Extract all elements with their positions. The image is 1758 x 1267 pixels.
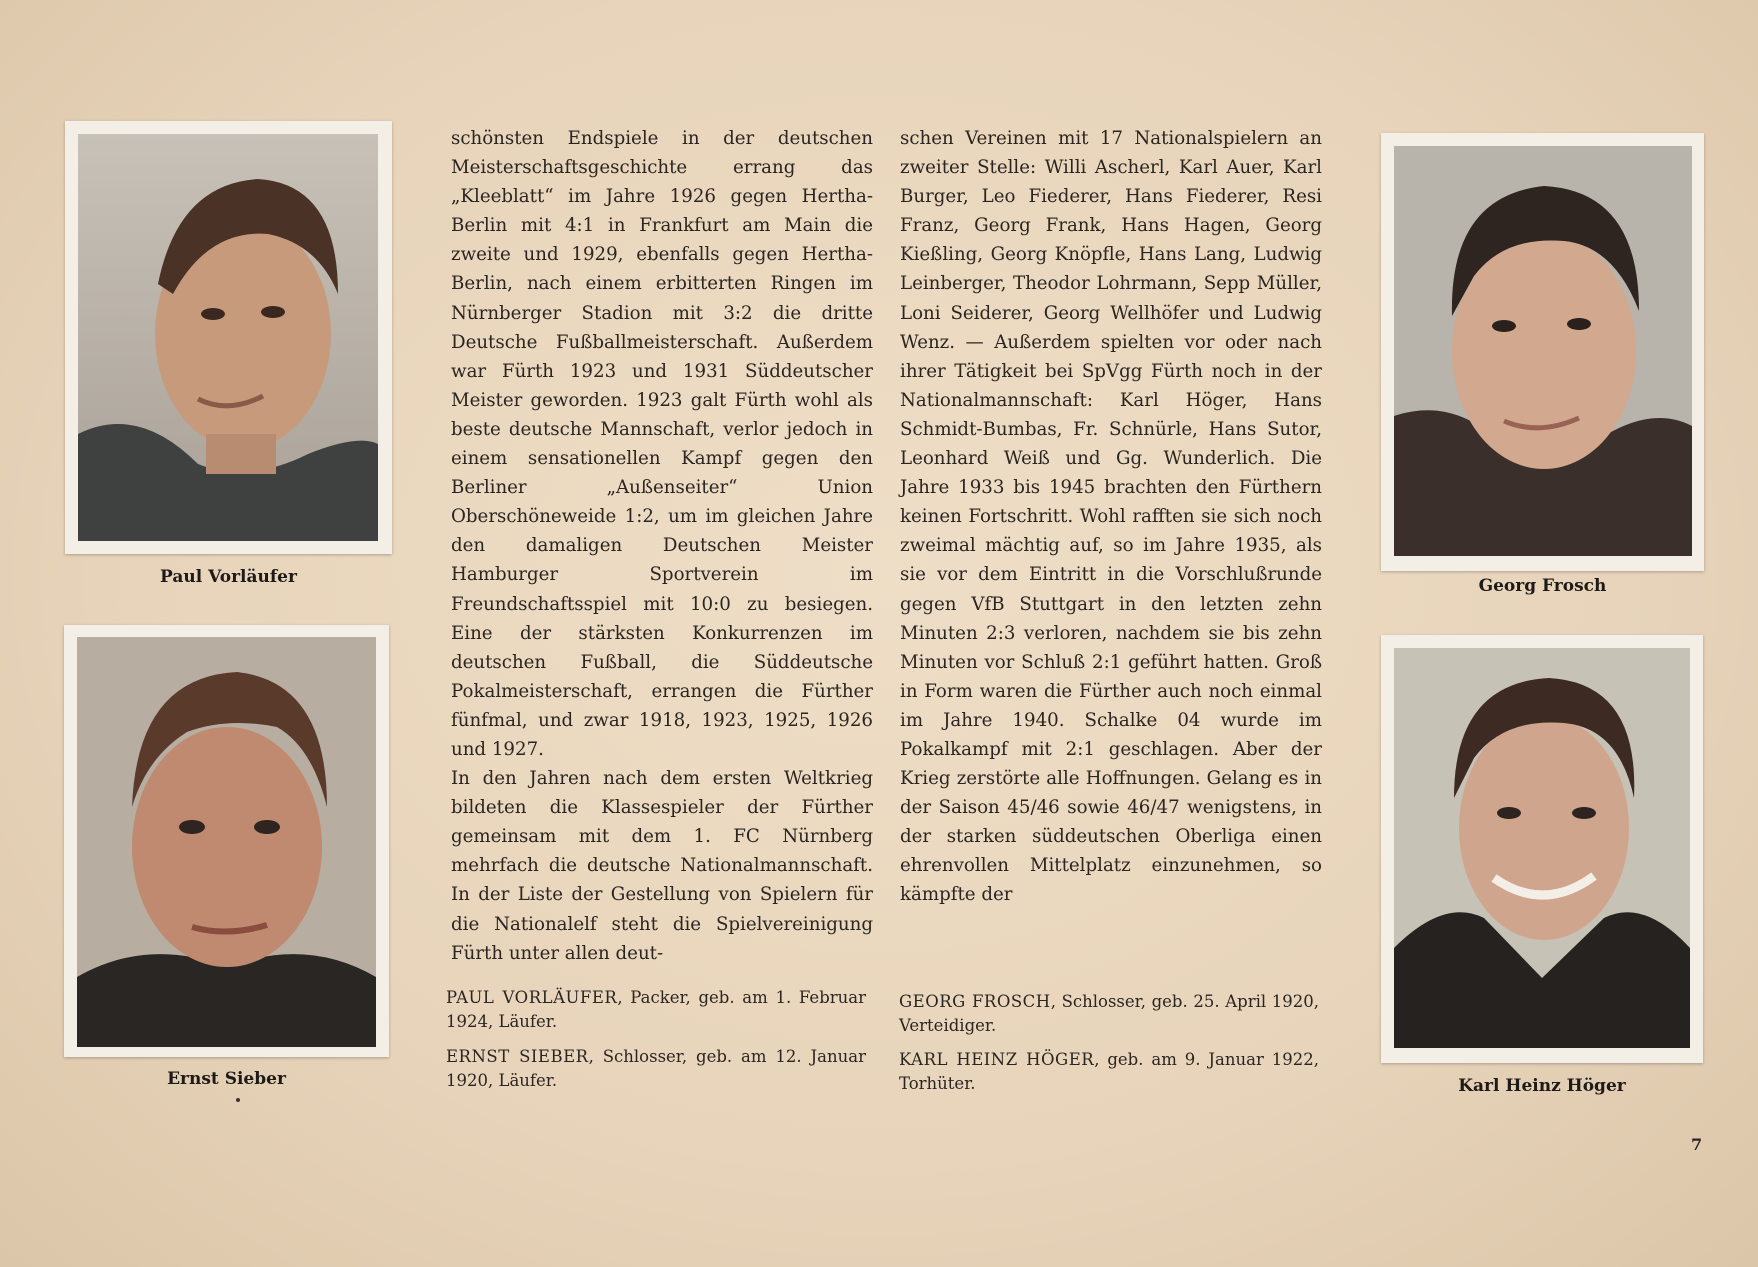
paragraph: schönsten Endspiele in der deutschen Meisterschaftsgeschichte errang das „Kleeblatt“ im Jahre 1926 gegen Hertha-Berlin mit 4:1 in Frankfurt am Main die zweite und 1929, ebenfalls gegen Hertha-Berlin, nach einem erbitterten Ringen im Nürnberger Stadion mit 3:2 die dritte Deutsche Fußballmeisterschaft. Außerdem war Fürth 1923 und 1931 Süddeutscher Meister geworden. 1923 galt Fürth wohl als beste deutsche Mannschaft, verlor jedoch in einem sensationellen Kampf gegen den Berliner „Außenseiter“ Union Oberschöneweide 1:2, um im gleichen Jahre den damaligen Deutschen Meister Hamburger Sportverein im Freundschaftsspiel mit 10:0 zu besiegen. Eine der stärksten Konkurrenzen im deutschen Fußball, die Süddeutsche Pokalmeisterschaft, errangen die Fürther fünfmal, und zwar 1918, 1923, 1925, 1926 und 1927. <box>451 128 873 760</box>
ink-dot <box>236 1098 240 1102</box>
text-column-right <box>900 124 1322 910</box>
photo-caption: Ernst Sieber <box>167 1069 286 1089</box>
player-bio <box>446 1045 866 1093</box>
paragraph: schen Vereinen mit 17 Nationalspielern an zweiter Stelle: Willi Ascherl, Karl Auer, Karl Burger, Leo Fiederer, Hans Fiederer, Resi Franz, Georg Frank, Hans Hagen, Georg Kießling, Georg Knöpfle, Hans Lang, Ludwig Leinberger, Theodor Lohrmann, Sepp Müller, Loni Seiderer, Georg Wellhöfer und Ludwig Wenz. — Außerdem spielten vor oder nach ihrer Tätigkeit bei SpVgg Fürth noch in der Nationalmannschaft: Karl Höger, Hans Schmidt-Bumbas, Fr. Schnürle, Hans Sutor, Leonhard Weiß und Gg. Wunderlich. Die Jahre 1933 bis 1945 brachten den Fürthern keinen Fortschritt. Wohl rafften sie sich noch zweimal mächtig auf, so im Jahre 1935, als sie vor dem Eintritt in die Vorschlußrunde gegen VfB Stuttgart in den letzten zehn Minuten 2:3 verloren, nachdem sie bis zehn Minuten vor Schluß 2:1 geführt hatten. Groß in Form waren die Fürther auch noch einmal im Jahre 1940. Schalke 04 wurde im Pokalkampf mit 2:1 geschlagen. Aber der Krieg zerstörte alle Hoffnungen. Gelang es in der Saison 45/46 sowie 46/47 wenigstens, in der starken süddeutschen Oberliga einen ehrenvollen Mittelplatz einzunehmen, so kämpfte der <box>900 128 1322 906</box>
player-details: , Schlosser, geb. am 12. Januar 1920, Läufer. <box>446 1047 866 1090</box>
photo-caption: Georg Frosch <box>1478 576 1607 596</box>
player-name: GEORG FROSCH <box>899 992 1051 1011</box>
page-number: 7 <box>1691 1135 1703 1154</box>
portrait-photo-icon <box>1394 146 1692 556</box>
player-details: , Packer, geb. am 1. Februar 1924, Läufer. <box>446 988 866 1031</box>
photo-caption: Karl Heinz Höger <box>1458 1076 1626 1096</box>
player-details: , geb. am 9. Januar 1922, Torhüter. <box>899 1050 1319 1093</box>
photo-card-paul-vorlaeufer <box>65 121 392 554</box>
player-name: ERNST SIEBER <box>446 1047 589 1066</box>
photo-caption: Paul Vorläufer <box>160 567 297 587</box>
photo-card-karl-heinz-hoeger <box>1381 635 1703 1063</box>
paragraph: In den Jahren nach dem ersten Weltkrieg bildeten die Klassespieler der Fürther gemeinsam mit dem 1. FC Nürnberg mehrfach die deutsche Nationalmannschaft. In der Liste der Gestellung von Spielern für die Nationalelf steht die Spielvereinigung Fürth unter allen deut- <box>451 768 873 964</box>
player-bio <box>899 1048 1319 1096</box>
portrait-photo-icon <box>1394 648 1690 1048</box>
player-bio <box>899 990 1319 1038</box>
player-bio <box>446 986 866 1034</box>
portrait-photo-icon <box>78 134 378 541</box>
player-name: PAUL VORLÄUFER <box>446 988 618 1007</box>
photo-card-georg-frosch <box>1381 133 1704 571</box>
player-details: , Schlosser, geb. 25. April 1920, Verteidiger. <box>899 992 1319 1035</box>
text-column-left <box>451 124 873 968</box>
portrait-photo-icon <box>77 637 376 1047</box>
photo-card-ernst-sieber <box>64 625 389 1057</box>
player-name: KARL HEINZ HÖGER <box>899 1050 1095 1069</box>
